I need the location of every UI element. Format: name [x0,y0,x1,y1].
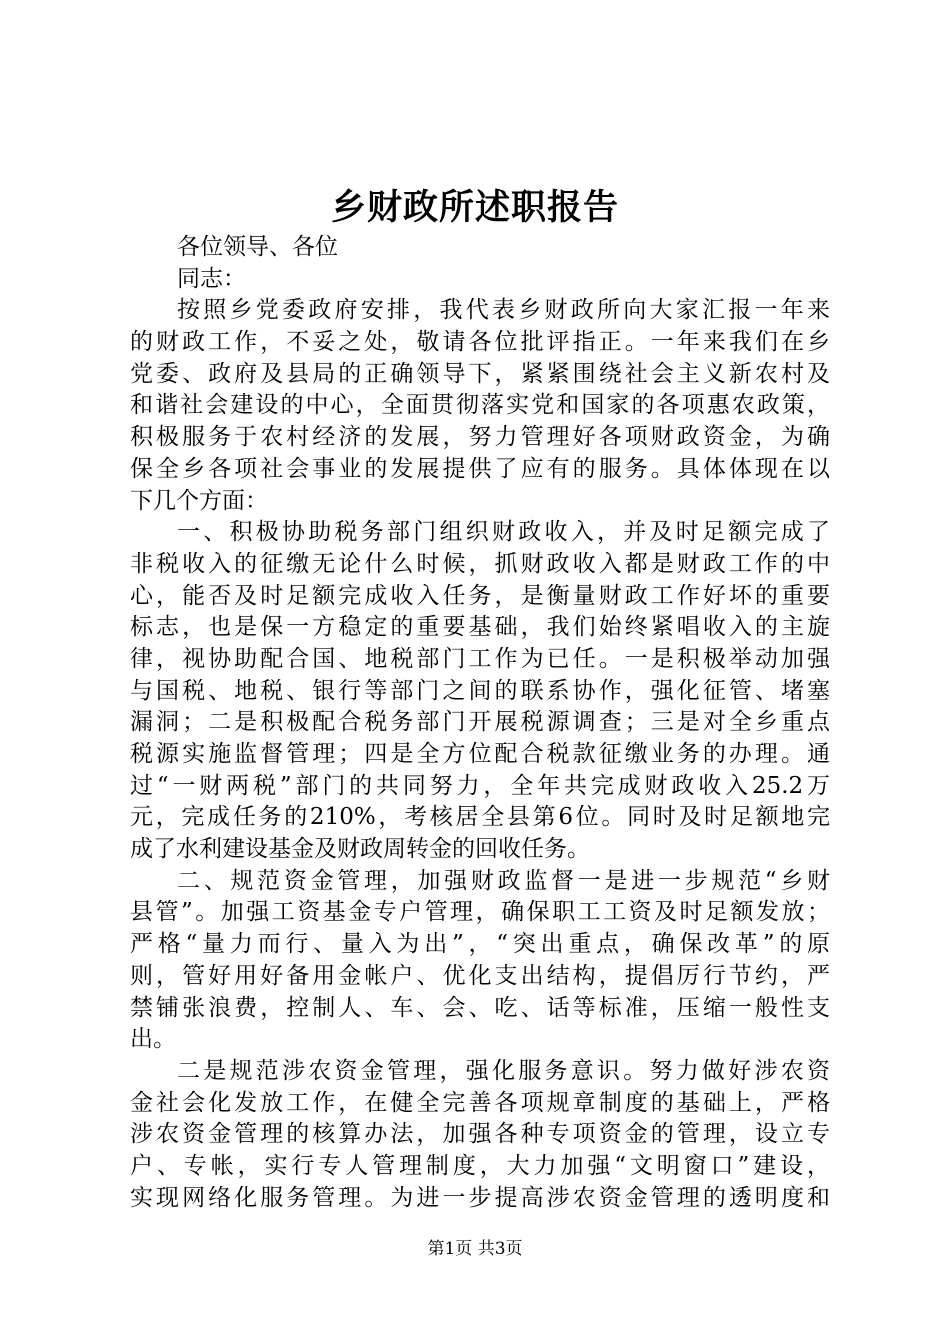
paragraph-line: 涉农资金管理的核算办法，加强各种专项资金的管理，设立专 [130,1121,830,1148]
paragraph-line: 一、积极协助税务部门组织财政收入，并及时足额完成了 [177,519,830,546]
paragraph-line: 县管”。加强工资基金专户管理，确保职工工资及时足额发放； [130,899,830,926]
document-title: 乡财政所述职报告 [330,187,619,228]
paragraph-line: 出。 [130,1026,176,1053]
paragraph-line: 则，管好用好备用金帐户、优化支出结构，提倡厉行节约，严 [130,962,830,989]
salutation-line: 同志： [177,265,246,292]
paragraph-line: 非税收入的征缴无论什么时候，抓财政收入都是财政工作的中 [130,550,830,577]
paragraph-line: 漏洞；二是积极配合税务部门开展税源调查；三是对全乡重点 [130,709,830,736]
paragraph-line: 心，能否及时足额完成收入任务，是衡量财政工作好坏的重要 [130,582,830,609]
paragraph-line: 党委、政府及县局的正确领导下，紧紧围绕社会主义新农村及 [130,360,830,387]
paragraph-line: 实现网络化服务管理。为进一步提高涉农资金管理的透明度和 [130,1184,830,1211]
paragraph-line: 和谐社会建设的中心，全面贯彻落实党和国家的各项惠农政策， [130,392,830,419]
paragraph-line: 二、规范资金管理，加强财政监督一是进一步规范“乡财 [177,867,830,894]
paragraph-line: 金社会化发放工作，在健全完善各项规章制度的基础上，严格 [130,1089,830,1116]
paragraph-line: 按照乡党委政府安排，我代表乡财政所向大家汇报一年来 [177,297,830,324]
paragraph-line: 与国税、地税、银行等部门之间的联系协作，强化征管、堵塞 [130,677,830,704]
paragraph-line: 二是规范涉农资金管理，强化服务意识。努力做好涉农资 [177,1057,830,1084]
paragraph-line: 禁铺张浪费，控制人、车、会、吃、话等标准，压缩一般性支 [130,994,830,1021]
paragraph-line: 户、专帐，实行专人管理制度，大力加强“文明窗口”建设， [130,1152,830,1179]
paragraph-line: 过“一财两税”部门的共同努力，全年共完成财政收入25.2万 [130,772,830,799]
paragraph-line: 元，完成任务的210%，考核居全县第6位。同时及时足额地完 [130,804,830,831]
paragraph-line: 标志，也是保一方稳定的重要基础，我们始终紧唱收入的主旋 [130,614,830,641]
page-footer: 第1页 共3页 [427,1239,523,1259]
salutation-line: 各位领导、各位 [177,234,338,260]
paragraph-line: 严格“量力而行、量入为出”，“突出重点，确保改革”的原 [130,931,830,958]
paragraph-line: 成了水利建设基金及财政周转金的回收任务。 [130,836,590,863]
paragraph-line: 保全乡各项社会事业的发展提供了应有的服务。具体体现在以 [130,455,830,482]
document-body [130,232,830,1214]
paragraph-line: 的财政工作，不妥之处，敬请各位批评指正。一年来我们在乡 [130,329,830,356]
paragraph-line: 税源实施监督管理；四是全方位配合税款征缴业务的办理。通 [130,741,830,767]
paragraph-line: 积极服务于农村经济的发展，努力管理好各项财政资金，为确 [130,424,830,451]
paragraph-line: 律，视协助配合国、地税部门工作为已任。一是积极举动加强 [130,645,830,672]
paragraph-line: 下几个方面： [130,487,268,514]
